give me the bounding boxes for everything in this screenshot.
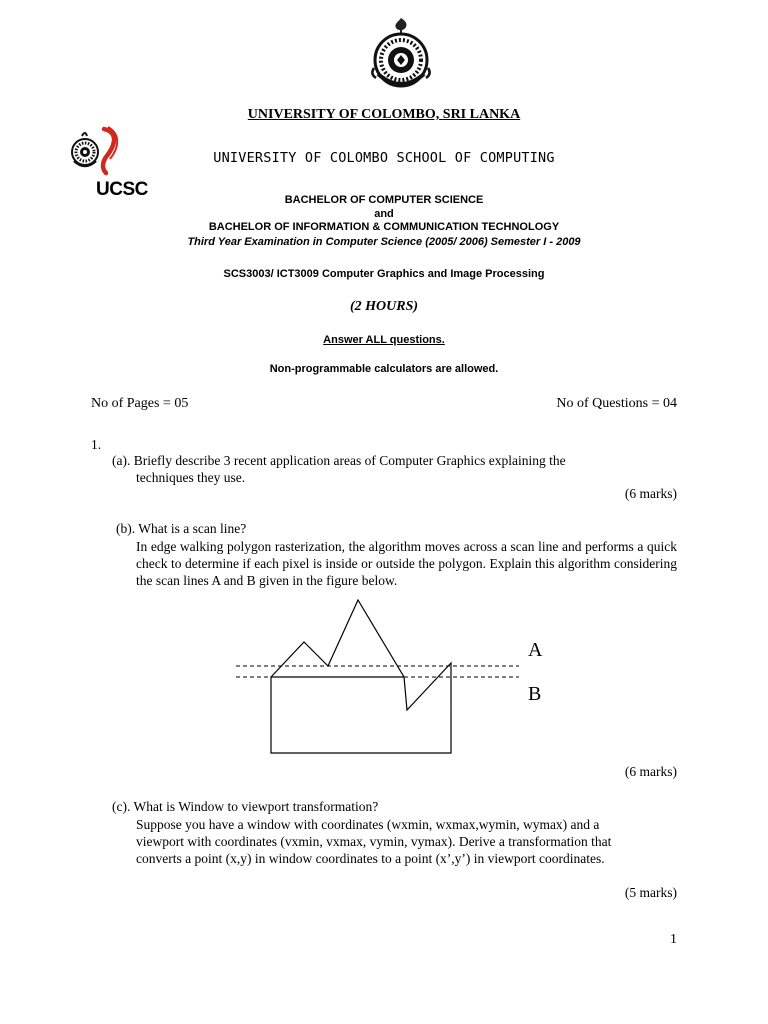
number-of-pages: No of Pages = 05 (91, 396, 189, 411)
course-title: SCS3003/ ICT3009 Computer Graphics and Image Processing (223, 268, 545, 280)
scan-line-label-b: B (528, 683, 542, 705)
question-number: 1. (91, 437, 102, 452)
university-title: UNIVERSITY OF COLOMBO, SRI LANKA (247, 107, 521, 122)
instruction-calculators: Non-programmable calculators are allowed. (269, 363, 499, 375)
question-1c-paragraph (136, 816, 677, 867)
question-1c-para-line-3: converts a point (x,y) in window coordinates to a point (x’,y’) in viewport coordinates. (136, 851, 605, 866)
question-1c-para-line-1: Suppose you have a window with coordinates (wxmin, wxmax,wymin, wymax) and a (136, 817, 600, 832)
ucsc-logo-text: UCSC (96, 179, 148, 200)
exam-duration: (2 HOURS) (349, 299, 419, 314)
question-1c-para-line-2: viewport with coordinates (vxmin, vxmax, vymin, vymax). Derive a transformation that (136, 834, 612, 849)
degree-title-1: BACHELOR OF COMPUTER SCIENCE (284, 194, 484, 206)
question-1c-line-1: (c). What is Window to viewport transformation? (112, 799, 379, 814)
number-of-questions: No of Questions = 04 (556, 396, 677, 411)
question-1c-marks: (5 marks) (624, 885, 677, 900)
page-number: 1 (670, 932, 677, 947)
degree-and: and (374, 208, 394, 220)
question-1a-line-1: (a). Briefly describe 3 recent application areas of Computer Graphics explaining the (112, 453, 566, 468)
scanline-polygon-figure (232, 596, 552, 760)
question-1a-line-2: techniques they use. (136, 470, 246, 485)
question-1b-paragraph: In edge walking polygon rasterization, the algorithm moves across a scan line and performs a quick check to determine if each pixel is inside or outside the polygon. Explain this algorithm considering the scan lines A and B given in the figure below. (136, 539, 677, 588)
university-crest-logo (368, 16, 434, 90)
question-1a-marks: (6 marks) (624, 486, 677, 501)
exam-title: Third Year Examination in Computer Science (2005/ 2006) Semester I - 2009 (187, 236, 581, 248)
scan-line-label-a: A (528, 639, 543, 661)
question-1b-marks: (6 marks) (624, 764, 677, 779)
question-1b-line-1: (b). What is a scan line? (116, 521, 247, 536)
instruction-answer-all: Answer ALL questions. (323, 334, 445, 346)
school-title: UNIVERSITY OF COLOMBO SCHOOL OF COMPUTING (213, 150, 555, 166)
degree-title-2: BACHELOR OF INFORMATION & COMMUNICATION TECHNOLOGY (208, 221, 560, 233)
